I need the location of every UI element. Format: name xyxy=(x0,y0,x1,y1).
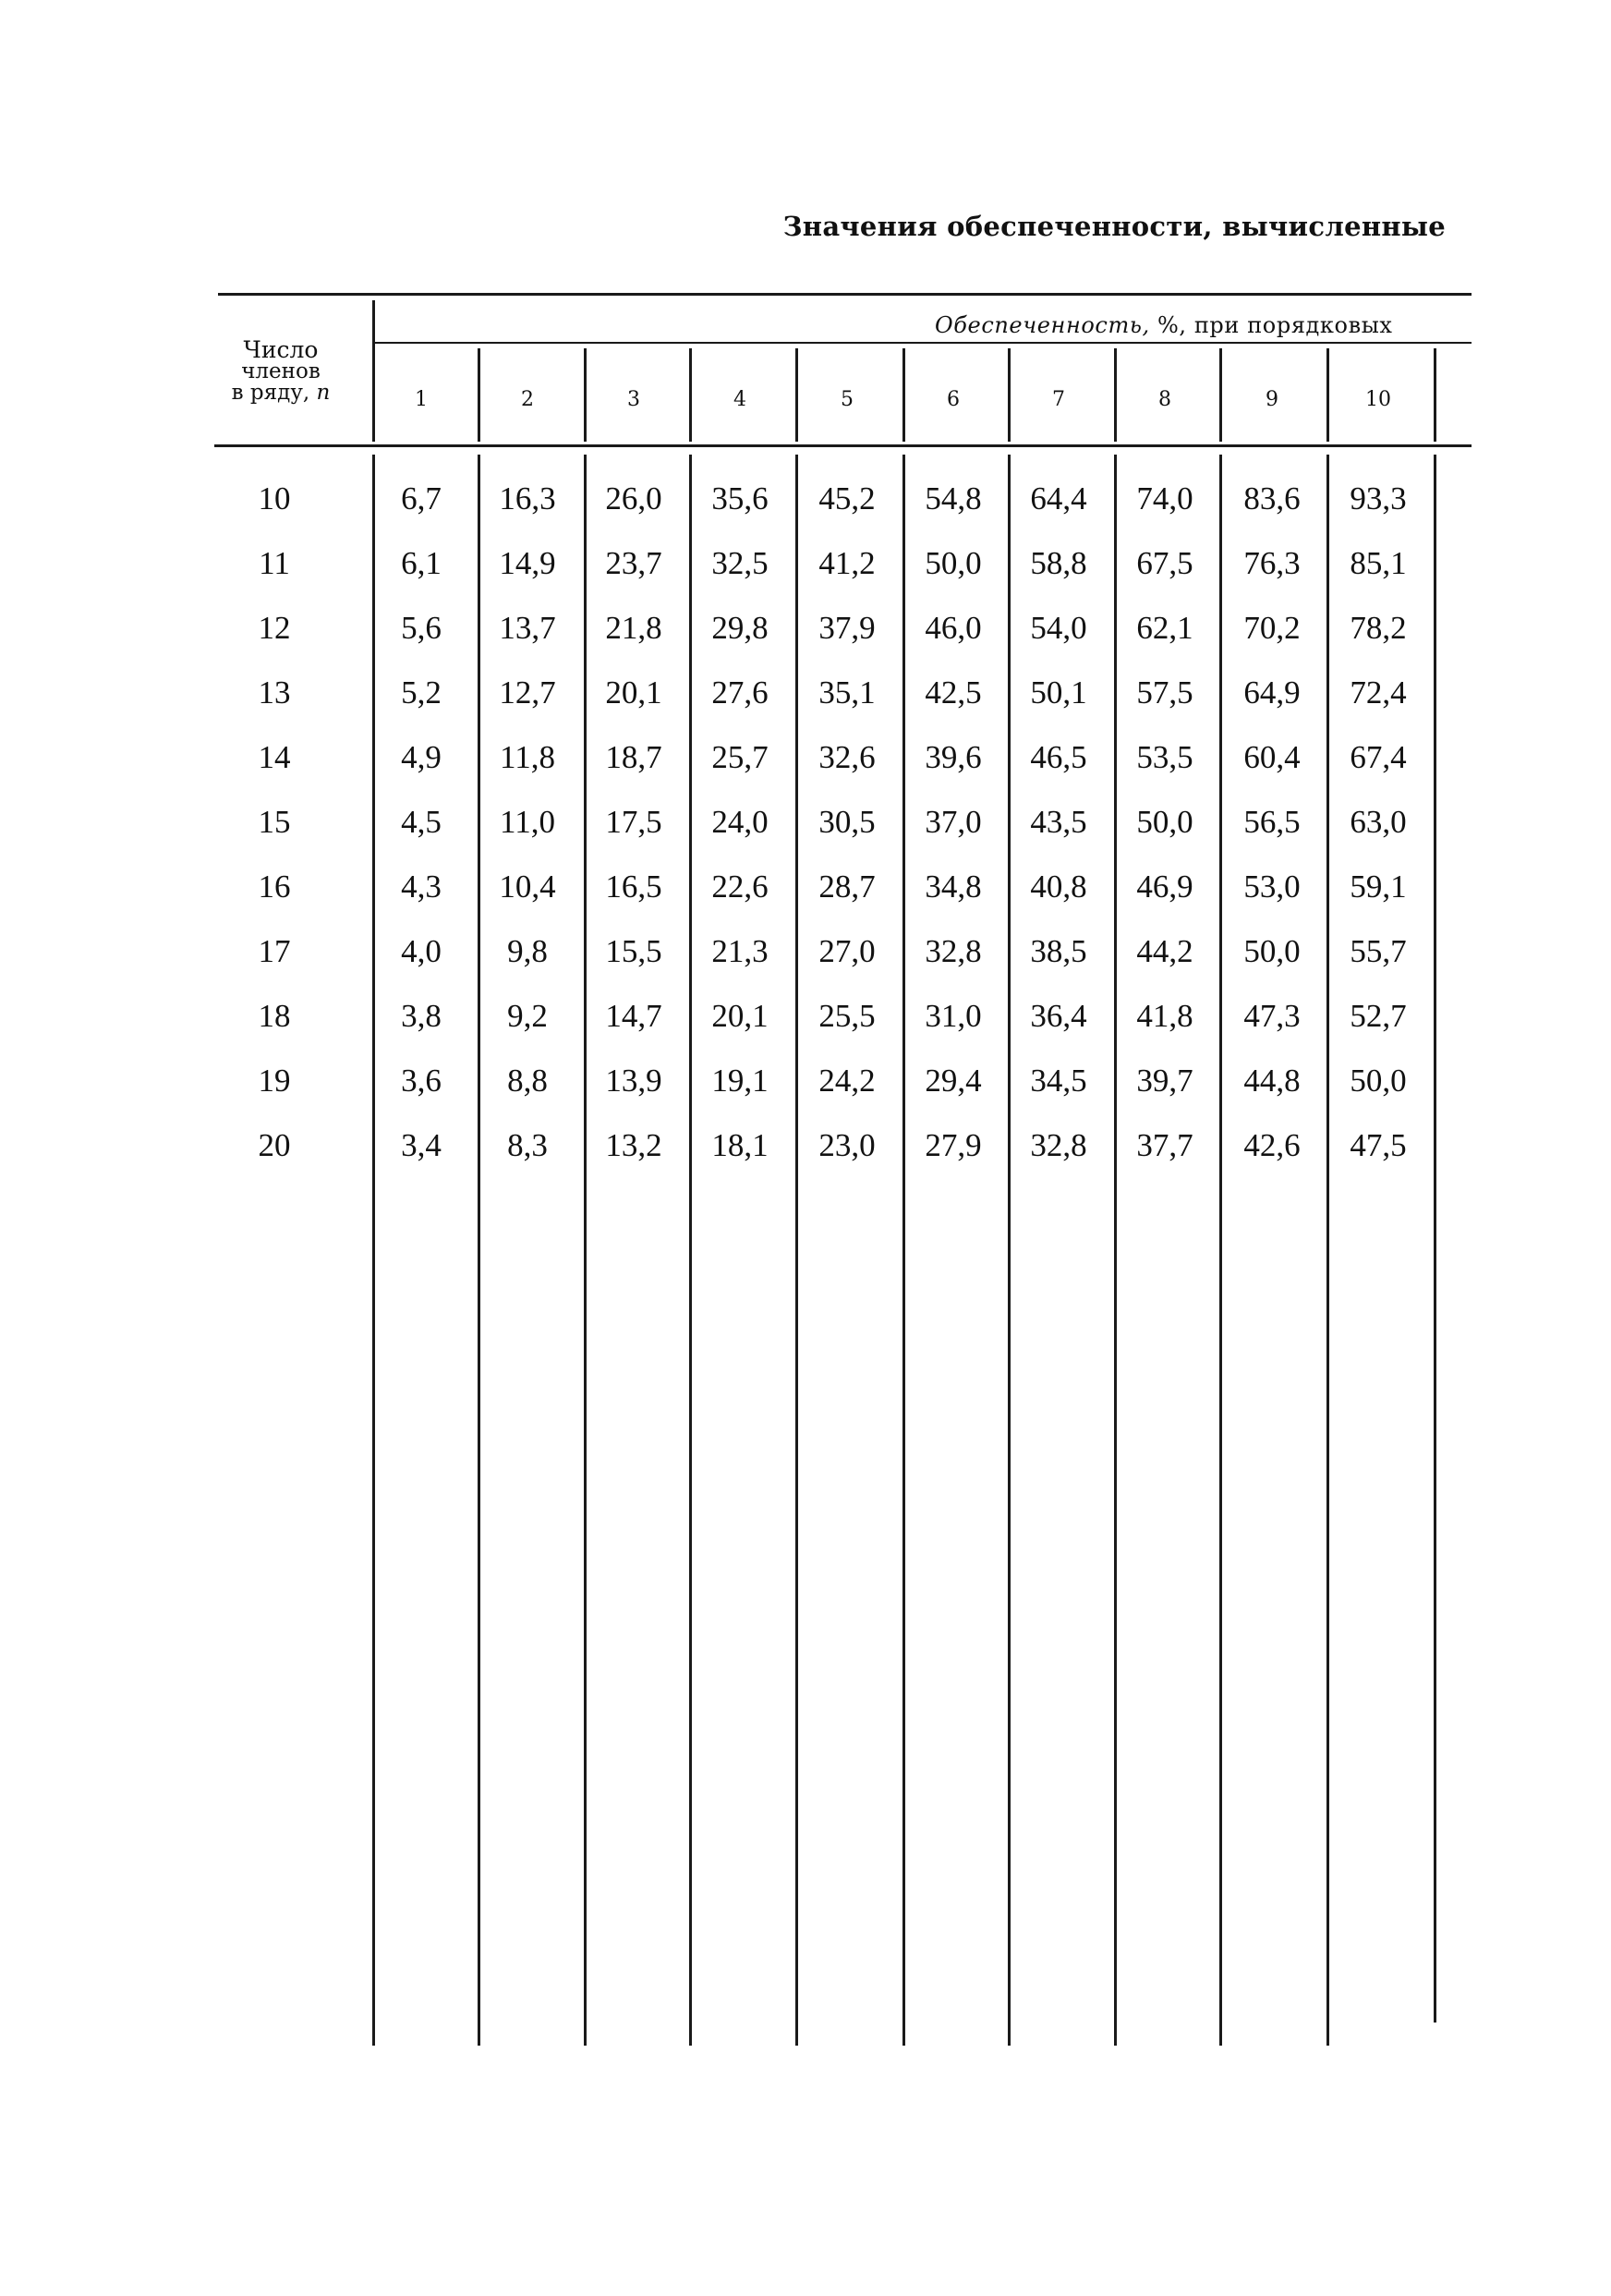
table-cell: 35,6 xyxy=(711,480,769,516)
column-number-header: 9 xyxy=(1266,388,1278,411)
table-cell: 37,7 xyxy=(1136,1127,1193,1163)
row-count-header-line2: членов xyxy=(241,359,321,383)
table-cell: 93,3 xyxy=(1350,480,1407,516)
table-cell: 70,2 xyxy=(1243,610,1301,646)
table-cell: 15,5 xyxy=(605,933,662,969)
table-cell: 4,5 xyxy=(401,804,442,840)
table-cell: 67,5 xyxy=(1136,545,1193,581)
column-rule-header xyxy=(1434,348,1436,442)
table-cell: 74,0 xyxy=(1136,480,1193,516)
table-cell: 34,8 xyxy=(925,869,982,905)
table-cell: 26,0 xyxy=(605,480,662,516)
column-rule-header xyxy=(795,348,798,442)
column-number-header: 8 xyxy=(1158,388,1171,411)
row-count-header xyxy=(198,338,364,404)
row-count-value: 17 xyxy=(258,933,291,969)
column-rule-header xyxy=(372,300,375,442)
column-rule-body xyxy=(1434,455,1436,2023)
row-count-value: 14 xyxy=(258,739,291,775)
row-count-header-line3-text: в ряду, xyxy=(231,381,310,405)
column-rule-header xyxy=(1008,348,1011,442)
table-cell: 27,0 xyxy=(818,933,876,969)
row-count-value: 19 xyxy=(258,1063,291,1099)
column-number-header: 7 xyxy=(1052,388,1065,411)
table-cell: 32,8 xyxy=(925,933,982,969)
table-cell: 35,1 xyxy=(818,674,876,711)
table-cell: 9,8 xyxy=(507,933,548,969)
table-cell: 13,7 xyxy=(499,610,556,646)
table-cell: 44,8 xyxy=(1243,1063,1301,1099)
column-rule-header xyxy=(478,348,480,442)
table-cell: 32,5 xyxy=(711,545,769,581)
table-cell: 27,9 xyxy=(925,1127,982,1163)
table-cell: 20,1 xyxy=(605,674,662,711)
row-count-header-line1: Число xyxy=(243,336,319,363)
table-cell: 24,0 xyxy=(711,804,769,840)
row-count-value: 10 xyxy=(258,480,291,516)
table-cell: 46,9 xyxy=(1136,869,1193,905)
column-number-header: 6 xyxy=(947,388,960,411)
table-cell: 37,0 xyxy=(925,804,982,840)
table-cell: 5,6 xyxy=(401,610,442,646)
table-cell: 55,7 xyxy=(1350,933,1407,969)
probability-group-header-rest: %, при порядковых xyxy=(1149,312,1393,338)
column-number-header: 3 xyxy=(627,388,640,411)
table-cell: 17,5 xyxy=(605,804,662,840)
table-cell: 40,8 xyxy=(1030,869,1087,905)
table-cell: 50,0 xyxy=(1136,804,1193,840)
table-cell: 6,1 xyxy=(401,545,442,581)
table-cell: 42,5 xyxy=(925,674,982,711)
table-cell: 85,1 xyxy=(1350,545,1407,581)
table-cell: 16,5 xyxy=(605,869,662,905)
table-cell: 41,2 xyxy=(818,545,876,581)
table-cell: 22,6 xyxy=(711,869,769,905)
table-top-rule xyxy=(218,293,1472,296)
table-cell: 25,7 xyxy=(711,739,769,775)
table-cell: 12,7 xyxy=(499,674,556,711)
table-cell: 42,6 xyxy=(1243,1127,1301,1163)
column-rule-header xyxy=(1219,348,1222,442)
table-cell: 50,0 xyxy=(925,545,982,581)
column-number-header: 10 xyxy=(1365,388,1391,411)
table-cell: 44,2 xyxy=(1136,933,1193,969)
row-count-value: 18 xyxy=(258,998,291,1034)
table-cell: 54,0 xyxy=(1030,610,1087,646)
table-cell: 4,0 xyxy=(401,933,442,969)
table-cell: 47,3 xyxy=(1243,998,1301,1034)
table-cell: 11,0 xyxy=(500,804,555,840)
table-cell: 54,8 xyxy=(925,480,982,516)
table-cell: 23,7 xyxy=(605,545,662,581)
probability-group-header-italic: Обеспеченность, xyxy=(935,312,1150,338)
table-cell: 41,8 xyxy=(1136,998,1193,1034)
column-number-header: 1 xyxy=(415,388,428,411)
table-cell: 39,7 xyxy=(1136,1063,1193,1099)
table-cell: 23,0 xyxy=(818,1127,876,1163)
column-rule-header xyxy=(689,348,692,442)
table-cell: 76,3 xyxy=(1243,545,1301,581)
table-cell: 58,8 xyxy=(1030,545,1087,581)
table-cell: 60,4 xyxy=(1243,739,1301,775)
column-number-header: 4 xyxy=(733,388,746,411)
table-cell: 53,5 xyxy=(1136,739,1193,775)
table-cell: 6,7 xyxy=(401,480,442,516)
table-cell: 34,5 xyxy=(1030,1063,1087,1099)
column-rule-header xyxy=(1326,348,1329,442)
table-cell: 45,2 xyxy=(818,480,876,516)
table-cell: 3,6 xyxy=(401,1063,442,1099)
table-cell: 18,7 xyxy=(605,739,662,775)
column-rule-header xyxy=(902,348,905,442)
row-count-value: 20 xyxy=(258,1127,291,1163)
table-cell: 63,0 xyxy=(1350,804,1407,840)
table-cell: 20,1 xyxy=(711,998,769,1034)
table-cell: 19,1 xyxy=(711,1063,769,1099)
table-cell: 11,8 xyxy=(500,739,555,775)
table-cell: 64,4 xyxy=(1030,480,1087,516)
table-cell: 30,5 xyxy=(818,804,876,840)
table-cell: 50,1 xyxy=(1030,674,1087,711)
table-cell: 32,8 xyxy=(1030,1127,1087,1163)
table-cell: 29,4 xyxy=(925,1063,982,1099)
table-cell: 29,8 xyxy=(711,610,769,646)
column-rule-header xyxy=(1114,348,1117,442)
table-cell: 9,2 xyxy=(507,998,548,1034)
table-cell: 8,3 xyxy=(507,1127,548,1163)
header-bottom-rule xyxy=(214,444,1472,447)
table-cell: 64,9 xyxy=(1243,674,1301,711)
table-cell: 47,5 xyxy=(1350,1127,1407,1163)
table-cell: 43,5 xyxy=(1030,804,1087,840)
table-cell: 56,5 xyxy=(1243,804,1301,840)
table-cell: 3,4 xyxy=(401,1127,442,1163)
column-number-header: 2 xyxy=(521,388,534,411)
row-count-header-line3 xyxy=(198,383,364,404)
table-cell: 13,9 xyxy=(605,1063,662,1099)
table-cell: 18,1 xyxy=(711,1127,769,1163)
table-cell: 21,3 xyxy=(711,933,769,969)
table-cell: 4,3 xyxy=(401,869,442,905)
table-cell: 59,1 xyxy=(1350,869,1407,905)
row-count-value: 15 xyxy=(258,804,291,840)
table-cell: 83,6 xyxy=(1243,480,1301,516)
table-cell: 50,0 xyxy=(1243,933,1301,969)
table-cell: 38,5 xyxy=(1030,933,1087,969)
table-cell: 72,4 xyxy=(1350,674,1407,711)
table-cell: 37,9 xyxy=(818,610,876,646)
row-count-value: 11 xyxy=(259,545,290,581)
table-cell: 53,0 xyxy=(1243,869,1301,905)
table-cell: 31,0 xyxy=(925,998,982,1034)
row-count-value: 12 xyxy=(258,610,291,646)
table-cell: 36,4 xyxy=(1030,998,1087,1034)
table-cell: 13,2 xyxy=(605,1127,662,1163)
table-cell: 3,8 xyxy=(401,998,442,1034)
column-rule-header xyxy=(584,348,587,442)
page-title: Значения обеспеченности, вычисленные xyxy=(782,211,1446,242)
table-cell: 25,5 xyxy=(818,998,876,1034)
table-cell: 62,1 xyxy=(1136,610,1193,646)
table-cell: 5,2 xyxy=(401,674,442,711)
table-cell: 32,6 xyxy=(818,739,876,775)
table-cell: 14,7 xyxy=(605,998,662,1034)
table-cell: 10,4 xyxy=(499,869,556,905)
table-cell: 4,9 xyxy=(401,739,442,775)
table-cell: 14,9 xyxy=(499,545,556,581)
column-number-header: 5 xyxy=(841,388,854,411)
table-cell: 46,5 xyxy=(1030,739,1087,775)
probability-group-header xyxy=(935,312,1393,338)
table-cell: 8,8 xyxy=(507,1063,548,1099)
table-cell: 50,0 xyxy=(1350,1063,1407,1099)
row-count-value: 16 xyxy=(258,869,291,905)
table-cell: 52,7 xyxy=(1350,998,1407,1034)
table-cell: 67,4 xyxy=(1350,739,1407,775)
row-count-value: 13 xyxy=(258,674,291,711)
table-cell: 57,5 xyxy=(1136,674,1193,711)
table-cell: 16,3 xyxy=(499,480,556,516)
group-header-rule xyxy=(374,342,1472,344)
table-cell: 24,2 xyxy=(818,1063,876,1099)
table-cell: 78,2 xyxy=(1350,610,1407,646)
table-cell: 27,6 xyxy=(711,674,769,711)
table-cell: 28,7 xyxy=(818,869,876,905)
row-count-header-variable: n xyxy=(316,381,331,405)
table-cell: 21,8 xyxy=(605,610,662,646)
table-cell: 39,6 xyxy=(925,739,982,775)
table-cell: 46,0 xyxy=(925,610,982,646)
